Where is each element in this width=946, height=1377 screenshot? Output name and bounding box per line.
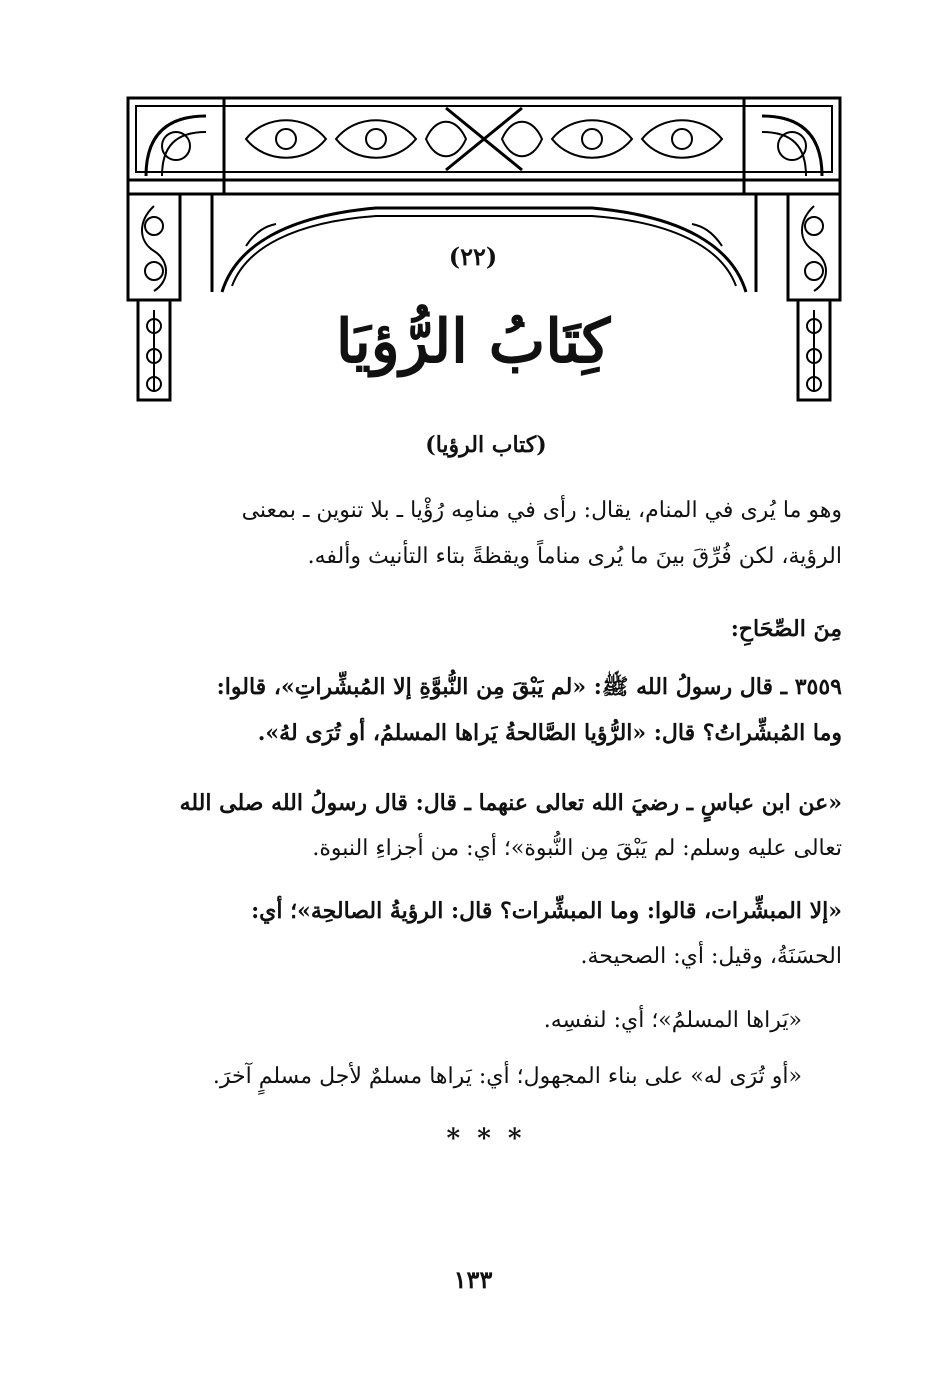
intro-paragraph — [130, 488, 842, 580]
commentary-paragraph-3 — [130, 998, 802, 1044]
book-title: كِتَابُ الرُّؤيَا — [335, 307, 611, 377]
sihah-heading: مِنَ الصِّحَاحِ: — [730, 616, 842, 642]
page-number: ١٣٣ — [453, 1265, 493, 1294]
section-separator: * * * — [446, 1124, 526, 1154]
chapter-number: (٢٢) — [448, 242, 498, 271]
commentary-paragraph-1 — [130, 780, 842, 872]
hadith-line-2: وما المُبشِّراتُ؟ قال: «الرُّؤيا الصَّالحةُ يَراها المسلمُ، أو تُرَى لهُ». — [257, 720, 842, 746]
commentary-2-line-1: «إلا المبشِّرات، قالوا: وما المبشِّرات؟ قال: الرؤيةُ الصالحِة»؛ أي: — [251, 898, 842, 924]
intro-line-2: الرؤية، لكن فُرِّقَ بينَ ما يُرى مناماً ويقظةً بتاء التأنيث وألفه. — [307, 544, 842, 569]
commentary-3-line-1: «يَراها المسلمُ»؛ أي: لنفسِه. — [543, 1008, 802, 1033]
hadith-line-1: ٣٥٥٩ ـ قال رسولُ الله ﷺ: «لم يَبْقَ مِن النُّبوَّةِ إلا المُبشِّراتِ»، قالوا: — [216, 674, 842, 700]
commentary-4-line-1: «أو تُرَى له» على بناء المجهول؛ أي: يَراها مسلمٌ لأجل مسلمٍ آخرَ. — [212, 1064, 802, 1089]
commentary-2-line-2: الحسَنَةُ، وقيل: أي: الصحيحة. — [580, 944, 842, 969]
commentary-1-line-1: «عن ابن عباسٍ ـ رضيَ الله تعالى عنهما ـ قال: قال رسولُ الله صلى الله — [179, 790, 842, 816]
commentary-paragraph-4 — [130, 1054, 802, 1100]
section-heading: (كتاب الرؤيا) — [425, 432, 547, 458]
hadith-paragraph — [130, 664, 842, 756]
commentary-1-line-2: تعالى عليه وسلم: لم يَبْقَ مِن النُّبوة»؛ أي: من أجزاءِ النبوة. — [312, 836, 842, 861]
intro-line-1: وهو ما يُرى في المنام، يقال: رأى في منامِه رُؤْيا ـ بلا تنوين ـ بمعنى — [241, 498, 842, 523]
commentary-paragraph-2 — [130, 888, 842, 980]
